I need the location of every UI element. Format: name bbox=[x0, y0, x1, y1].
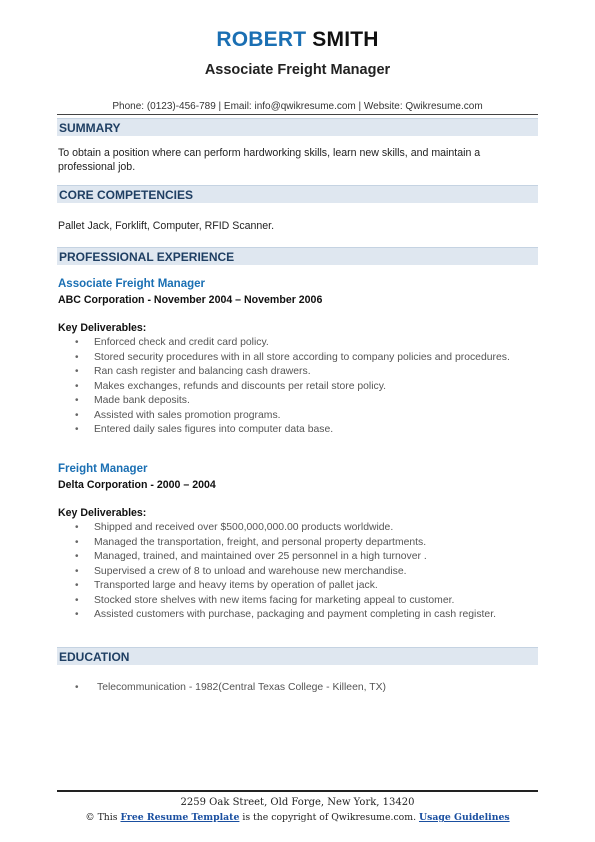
copyright-prefix: © This bbox=[85, 812, 121, 823]
job-company: ABC Corporation - November 2004 – November 2006 bbox=[58, 294, 323, 306]
header-divider bbox=[57, 114, 538, 115]
list-item: • Entered daily sales figures into computer data base. bbox=[58, 423, 538, 438]
section-header-education bbox=[57, 647, 538, 665]
list-item: • Managed, trained, and maintained over 25 personnel in a high turnover . bbox=[58, 550, 538, 565]
list-item: • Enforced check and credit card policy. bbox=[58, 336, 538, 351]
job-title: Associate Freight Manager bbox=[58, 278, 205, 290]
list-item: • Supervised a crew of 8 to unload and warehouse new merchandise. bbox=[58, 565, 538, 580]
summary-text: To obtain a position where can perform hardworking skills, learn new skills, and maintain a professional job. bbox=[58, 147, 481, 173]
list-item: • Assisted with sales promotion programs. bbox=[58, 409, 538, 424]
section-header-competencies bbox=[57, 185, 538, 203]
section-title: CORE COMPETENCIES bbox=[59, 188, 194, 202]
list-item: • Shipped and received over $500,000,000.00 products worldwide. bbox=[58, 521, 538, 536]
footer-divider bbox=[57, 790, 538, 792]
list-item: • Telecommunication - 1982(Central Texas College - Killeen, TX) bbox=[58, 681, 538, 696]
deliverables-label: Key Deliverables: bbox=[58, 322, 147, 334]
job-title: Freight Manager bbox=[58, 463, 148, 475]
section-title: EDUCATION bbox=[59, 650, 130, 664]
list-item: • Ran cash register and balancing cash drawers. bbox=[58, 365, 538, 380]
section-title: SUMMARY bbox=[59, 121, 121, 135]
list-item: • Stocked store shelves with new items facing for marketing appeal to customer. bbox=[58, 594, 538, 609]
deliverables-list bbox=[58, 521, 538, 623]
list-item: • Managed the transportation, freight, and personal property departments. bbox=[58, 536, 538, 551]
section-title: PROFESSIONAL EXPERIENCE bbox=[59, 250, 235, 264]
deliverables-label: Key Deliverables: bbox=[58, 507, 147, 519]
first-name: ROBERT bbox=[216, 28, 307, 51]
list-item: • Assisted customers with purchase, packaging and payment completing in cash register. bbox=[58, 608, 538, 623]
list-item: • Stored security procedures with in all store according to company policies and procedures. bbox=[58, 351, 538, 366]
contact-line: Phone: (0123)-456-789 | Email: info@qwikresume.com | Website: Qwikresume.com bbox=[112, 101, 483, 112]
list-item: • Makes exchanges, refunds and discounts per retail store policy. bbox=[58, 380, 538, 395]
deliverables-list bbox=[58, 336, 538, 438]
section-header-summary bbox=[57, 118, 538, 136]
competencies-text: Pallet Jack, Forklift, Computer, RFID Scanner. bbox=[58, 220, 275, 232]
candidate-title: Associate Freight Manager bbox=[204, 62, 391, 78]
usage-guidelines-link[interactable]: Usage Guidelines bbox=[418, 812, 510, 823]
list-item: • Made bank deposits. bbox=[58, 394, 538, 409]
copyright-middle: is the copyright of Qwikresume.com. bbox=[239, 812, 419, 823]
education-list bbox=[58, 681, 538, 696]
footer-address: 2259 Oak Street, Old Forge, New York, 13420 bbox=[180, 797, 415, 808]
footer-copyright bbox=[0, 812, 595, 823]
free-resume-template-link[interactable]: Free Resume Template bbox=[120, 812, 240, 823]
last-name: SMITH bbox=[312, 28, 379, 51]
list-item: • Transported large and heavy items by operation of pallet jack. bbox=[58, 579, 538, 594]
job-company: Delta Corporation - 2000 – 2004 bbox=[58, 479, 216, 491]
section-header-experience bbox=[57, 247, 538, 265]
candidate-name bbox=[0, 28, 595, 52]
